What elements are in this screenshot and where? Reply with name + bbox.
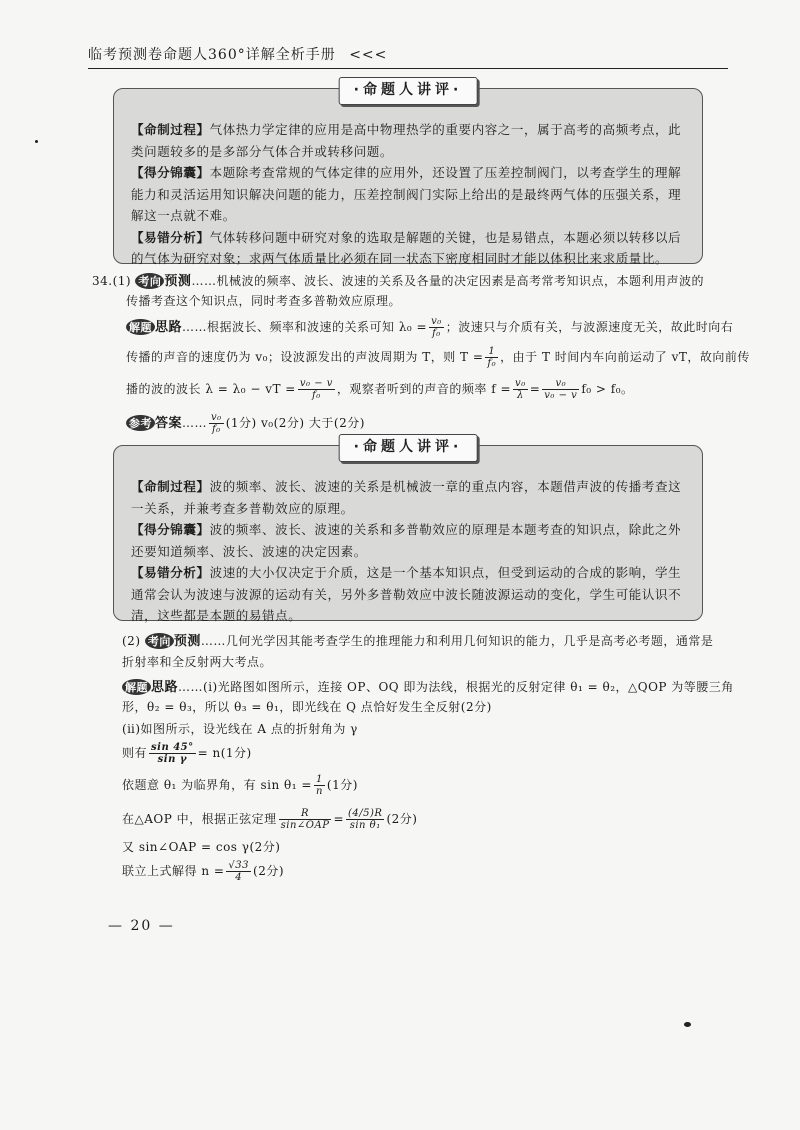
q2-line-1	[122, 630, 713, 649]
header-title: 临考预测卷命题人360°详解全析手册	[88, 47, 336, 63]
line-text: 传播考查这个知识点，同时考查多普勒效应原理。	[126, 294, 402, 308]
line-text: ，由于 T 时间内车向前运动了 vT，故向前传	[500, 350, 750, 364]
q34-line-1	[92, 270, 704, 289]
line-text: ……	[182, 416, 208, 430]
kaoxiang-badge: 考向	[145, 633, 174, 649]
page-number: — 20 —	[108, 918, 175, 934]
paragraph-text: 气体热力学定律的应用是高中物理热学的重要内容之一，属于高考的高频考点，此类问题较多的是多部分气体合并或转移问题。	[131, 122, 682, 159]
section-keyword: 预测	[164, 274, 192, 289]
q2-line-4	[122, 698, 492, 715]
line-text: 播的波的波长 λ = λ₀ − vT =	[126, 382, 296, 396]
commentary-paragraph	[131, 227, 690, 270]
line-text: ……几何光学因其能考查学生的推理能力和利用几何知识的能力，几乎是高考必考题，通常是	[200, 634, 714, 648]
q2-line-7	[122, 774, 358, 797]
q2-line-9	[122, 838, 280, 855]
paragraph-tag: 【得分锦囊】	[131, 522, 210, 537]
paragraph-tag: 【命制过程】	[131, 122, 210, 137]
paragraph-text: 气体转移问题中研究对象的选取是解题的关键，也是易错点，本题必须以转移以后的气体为研究对象；求两气体质量比必须在同一状态下密度相同时才能以体积比来求质量比。	[131, 229, 682, 266]
question-number: 34.(1)	[92, 274, 132, 288]
fraction: $\frac{\text{v₀}}{\text{f₀}}$	[211, 412, 222, 435]
paragraph-text: 波的频率、波长、波速的关系和多普勒效应的原理是本题考查的知识点，除此之外还要知道频率、波长、波速的决定因素。	[131, 522, 682, 559]
line-text: (ⅱ)如图所示，设光线在 A 点的折射角为 γ	[122, 722, 358, 736]
q2-line-2	[122, 653, 272, 670]
q34-line-5	[126, 378, 634, 401]
line-text: = n(1分)	[197, 746, 252, 760]
q2-line-8	[122, 808, 417, 831]
commentary-paragraph	[131, 162, 690, 227]
q2-line-3	[122, 676, 734, 695]
jieti-badge: 解题	[126, 319, 155, 335]
line-text: 又 sin∠OAP = cos γ(2分)	[122, 840, 281, 854]
section-keyword: 思路	[155, 320, 183, 335]
line-text: 传播的声音的速度仍为 v₀；设波源发出的声波周期为 T，则 T =	[126, 350, 484, 364]
fraction: $\frac{\text{v₀}}{\lambda}$	[515, 378, 526, 401]
cankao-badge: 参考	[126, 415, 155, 431]
section-keyword: 思路	[151, 680, 179, 695]
commentary-box-2	[113, 439, 703, 623]
line-text: ……根据波长、频率和波速的关系可知 λ₀ =	[182, 320, 428, 334]
fraction: $\frac{\sin 45^\circ}{\text{sin γ}}$	[151, 742, 194, 765]
paragraph-tag: 【命制过程】	[131, 479, 210, 494]
kaoxiang-badge: 考向	[135, 273, 164, 289]
fraction: $\frac{R}{\text{sin∠OAP}}$	[280, 808, 330, 831]
line-text: =	[529, 382, 541, 396]
commentary-box-title: ·命题人讲评·	[339, 77, 478, 105]
fraction: $\frac{√33}{4}$	[228, 860, 250, 883]
paragraph-tag: 【易错分析】	[131, 229, 210, 245]
q34-line-6	[126, 412, 365, 435]
fraction: $\frac{1}{\text{f₀}}$	[487, 346, 497, 369]
line-text: 联立上式解得 n =	[122, 864, 225, 878]
q2-line-10	[122, 860, 284, 883]
fraction: $\frac{\text{v₀}}{\text{f₀}}$	[431, 316, 442, 339]
line-text: ；波速只与介质有关，与波源速度无关，故此时向右	[445, 320, 734, 334]
fraction: $\frac{(4/5)R}{\text{sin θ₁}}$	[348, 808, 383, 831]
line-text: ，观察者听到的声音的频率 f =	[336, 382, 512, 396]
line-text: 依题意 θ₁ 为临界角，有 sin θ₁ =	[122, 778, 312, 792]
paragraph-tag: 【易错分析】	[131, 565, 210, 580]
commentary-box-title: ·命题人讲评·	[339, 434, 478, 462]
paragraph-text: 波的频率、波长、波速的关系是机械波一章的重点内容，本题借声波的传播考查这一关系，并兼考查多普勒效应的原理。	[131, 479, 682, 516]
q34-line-2	[126, 292, 401, 309]
fraction: $\frac{\text{v₀ − v}}{\text{f₀}}$	[299, 378, 333, 401]
line-text: ……机械波的频率、波长、波速的关系及各量的决定因素是高考常考知识点，本题利用声波的	[191, 274, 704, 288]
paragraph-text: 本题除考查常规的气体定律的应用外，还设置了压差控制阀门，以考查学生的理解能力和灵活运用知识解决问题的能力，压差控制阀门实际上给出的是最终两气体的压强关系，理解这一点就不难。	[131, 165, 682, 223]
line-text: 折射率和全反射两大考点。	[122, 655, 273, 669]
fraction: $\frac{1}{n}$	[315, 774, 323, 797]
q2-line-5	[122, 720, 358, 737]
page-header	[88, 44, 728, 69]
scan-speck	[35, 140, 38, 143]
q2-line-6	[122, 742, 252, 765]
commentary-paragraph	[131, 519, 690, 562]
line-text: (1分)	[326, 778, 358, 792]
jieti-badge: 解题	[122, 679, 151, 695]
section-keyword: 预测	[173, 634, 201, 649]
header-arrows: <<<	[349, 47, 388, 63]
section-keyword: 答案	[155, 416, 183, 431]
line-text: 形，θ₂ = θ₃，所以 θ₃ = θ₁，即光线在 Q 点恰好发生全反射(2分)	[122, 700, 492, 714]
commentary-box-1	[113, 82, 703, 266]
q34-line-4	[126, 346, 750, 369]
line-text: =	[333, 812, 344, 826]
fraction: $\frac{\text{v₀}}{\text{v₀ − v}}$	[544, 378, 578, 401]
commentary-paragraph	[131, 476, 690, 519]
paragraph-text: 波速的大小仅决定于介质，这是一个基本知识点，但受到运动的合成的影响，学生通常会认为波速与波源的运动有关，另外多普勒效应中波长随波源运动的变化，学生可能认识不清，这些都是本题的易错点。	[131, 565, 682, 623]
commentary-paragraph	[131, 119, 690, 162]
q34-line-3	[126, 316, 733, 339]
commentary-paragraph	[131, 562, 690, 627]
line-text: 在△AOP 中，根据正弦定理	[122, 812, 277, 826]
scan-speck	[684, 1022, 691, 1027]
line-text: (2分)	[386, 812, 418, 826]
question-number: (2)	[122, 634, 141, 648]
line-text: (2分)	[253, 864, 285, 878]
line-text: f₀ > f₀。	[581, 382, 634, 396]
line-text: ……(ⅰ)光路图如图所示，连接 OP、OQ 即为法线，根据光的反射定律 θ₁ = θ₂，△QOP 为等腰三角	[178, 680, 734, 694]
answer-text: (1分) v₀(2分) 大于(2分)	[225, 416, 365, 430]
paragraph-tag: 【得分锦囊】	[131, 165, 210, 180]
line-text: 则有	[122, 746, 148, 760]
